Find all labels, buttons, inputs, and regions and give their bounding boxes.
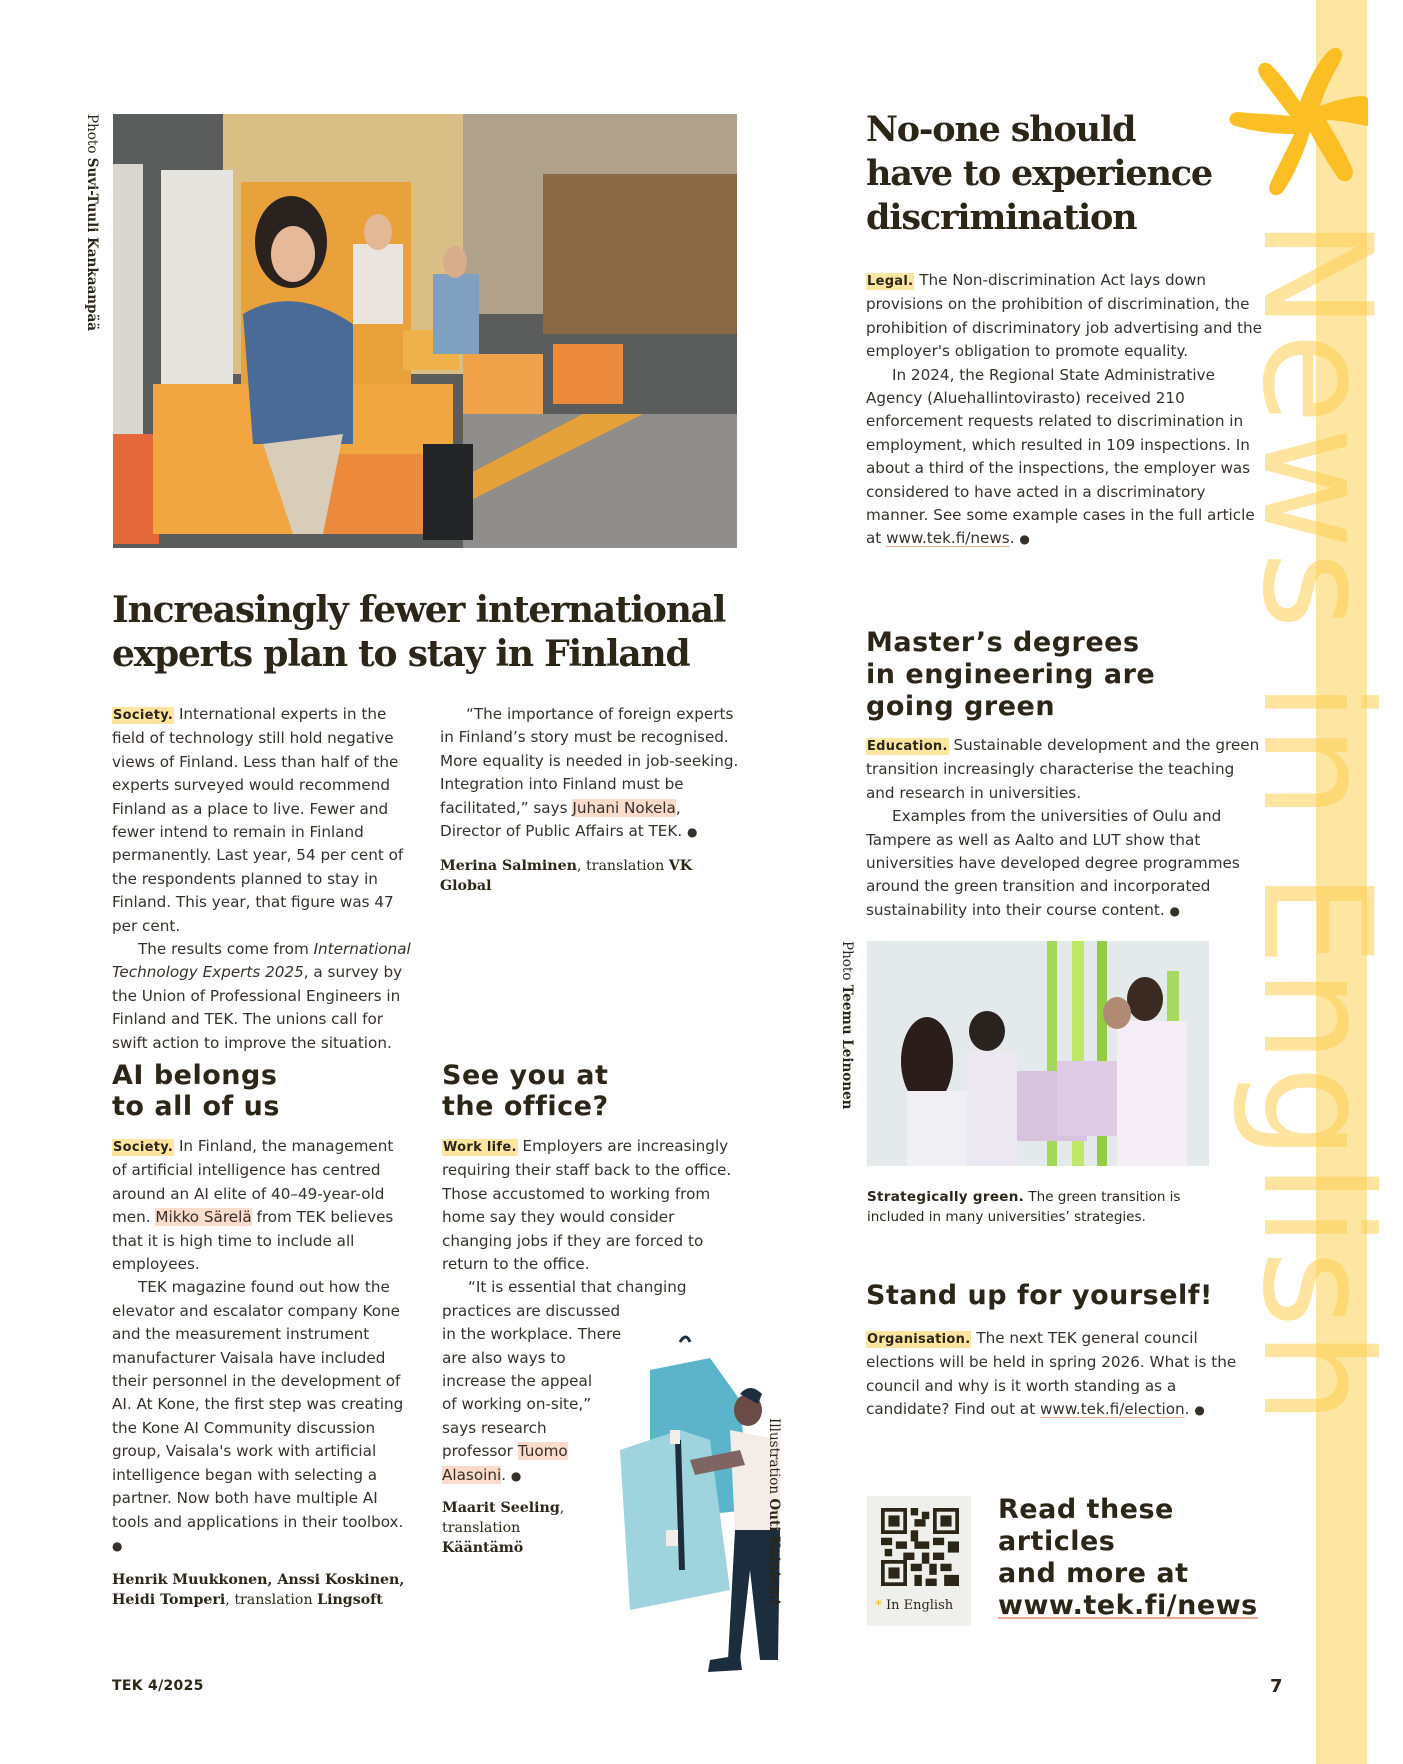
text: The next TEK general council elections will be held in spring 2026. What is the council and why is it worth standing as a candidate? Find out at: [866, 1329, 1237, 1419]
text: practices are discussed: [442, 1301, 621, 1320]
text: are also ways to: [442, 1348, 566, 1367]
author: Maarit Seeling: [442, 1500, 560, 1517]
text: , translation: [225, 1592, 318, 1609]
section-tag: Work life.: [443, 1140, 517, 1155]
headline-line: Master’s degrees: [866, 627, 1140, 658]
headline-standup: Stand up for yourself!: [866, 1280, 1213, 1311]
end-mark: ●: [112, 1538, 123, 1553]
text: increase the appeal: [442, 1372, 593, 1391]
text: translation: [442, 1520, 521, 1537]
star-icon: *: [875, 1598, 882, 1613]
paragraph: [866, 364, 1266, 552]
standup-body: [866, 1327, 1256, 1423]
paragraph: International experts in the field of technology still hold negative views of Finland. Less than half of the experts surveyed would recommend Finland as a place to live. Fewer and fewer intend to remain in Finland permanently. Last year, 54 per cent of the respondents planned to stay in Finland. This year, that figure was 47 per cent.: [112, 705, 404, 935]
text: TEK magazine found out how the elevator and escalator company Kone and the measurement instrument manufacturer Vaisala have included their personnel in the development of AI. At Kone, the first step was creating the Kone AI Community discussion group, Vaisala's work with artificial intelligence began with selecting a partner. Now both have multiple AI tools and applications in their toolbox.: [112, 1278, 404, 1531]
survey-title: International Technology Experts 2025: [112, 940, 411, 982]
text: in the workplace. There: [442, 1325, 622, 1344]
end-mark: ●: [510, 1468, 522, 1483]
text: .: [1184, 1400, 1190, 1419]
section-tag: Society.: [113, 708, 174, 723]
illustration-credit: [766, 1418, 782, 1605]
text: Employers are increasingly requiring their staff back to the office. Those accustomed to working from home say they would consider changing jobs if they are forced to return to the office.: [442, 1137, 732, 1274]
highlighted-name: Tuomo: [517, 1442, 568, 1461]
promo-news-link[interactable]: www.tek.fi/news: [998, 1590, 1258, 1621]
headline-office: [442, 1060, 609, 1122]
caption-text: The green transition is included in many universities’ strategies.: [867, 1189, 1181, 1225]
news-link[interactable]: www.tek.fi/news: [886, 529, 1010, 548]
promo-line: Read these: [998, 1494, 1174, 1525]
promo-text: [998, 1494, 1258, 1622]
photo-caption: [867, 1187, 1217, 1227]
text: of working on-site,”: [442, 1395, 592, 1414]
text: , translation: [576, 858, 669, 875]
credit-label: Photo: [839, 941, 855, 981]
authors: Henrik Muukkonen, Anssi Koskinen, Heidi Tomperi: [112, 1572, 405, 1609]
promo-line: articles: [998, 1526, 1116, 1557]
paragraph-narrow: practices are discussed in the workplace. There are also ways to increase the appeal of working on-site,” says research professor Tuomo Alasoini. ●: [442, 1301, 622, 1484]
asterisk-icon: [1228, 40, 1368, 210]
section-tag: Education.: [867, 739, 948, 754]
photo-lab: [867, 941, 1209, 1166]
headline-line: the office?: [442, 1091, 609, 1122]
photo-credit-lab: [839, 941, 855, 1110]
qr-card[interactable]: [867, 1496, 971, 1626]
headline-line: in engineering are: [866, 659, 1156, 690]
text: from TEK believes that it is high time to include all employees.: [112, 1208, 394, 1274]
credit-label: Photo: [84, 114, 100, 154]
masters-body: [866, 734, 1266, 923]
headline-masters: [866, 627, 1155, 723]
text: In Finland, the management of artificial intelligence has centred around an AI elite of 40–49-year-old men.: [112, 1137, 394, 1227]
paragraph: [866, 805, 1266, 923]
byline: [440, 856, 740, 896]
section-title-vertical: News in English: [1229, 218, 1403, 1428]
paragraph: [440, 703, 740, 844]
qr-code-icon[interactable]: [881, 1508, 959, 1586]
issue-label: TEK 4/2025: [112, 1678, 204, 1694]
text: In 2024, the Regional State Administrative Agency (Aluehallintovirasto) received 210 enforcement requests related to discrimination in employment, which resulted in 109 inspections. In about a third of the inspections, the employer was considered to have acted in a discriminatory manner. See some example cases in the full article at: [866, 365, 1255, 548]
credit-name: Suvi-Tuuli Kankaanpää: [84, 157, 100, 331]
headline-line: to all of us: [112, 1091, 280, 1122]
end-mark: ●: [1019, 532, 1030, 547]
caption-lead: Strategically green.: [867, 1189, 1025, 1205]
international-col-1: [112, 703, 422, 1055]
discrimination-body: [866, 269, 1266, 552]
highlighted-name: Mikko Särelä: [155, 1208, 252, 1227]
photo-credit: [84, 114, 100, 331]
photo-lobby-illustration: [113, 114, 737, 548]
headline-line: See you at: [442, 1060, 609, 1091]
photo-lobby: [113, 114, 737, 548]
text: Examples from the universities of Oulu and Tampere as well as Aalto and LUT show that universities have developed degree programmes around the green transition and incorporated sustainability into their course content.: [866, 807, 1240, 919]
text: professor: [442, 1442, 518, 1461]
translator: VK Global: [440, 858, 693, 895]
qr-label: [875, 1598, 953, 1613]
byline: [112, 1570, 412, 1610]
text: The Non-discrimination Act lays down provisions on the prohibition of discrimination, the prohibition of discriminatory job advertising and the employer's obligation to promote equality.: [866, 271, 1263, 361]
paragraph: [442, 1276, 732, 1299]
election-link[interactable]: www.tek.fi/election: [1040, 1400, 1185, 1419]
text: .: [1009, 529, 1015, 548]
credit-label: Illustration: [766, 1418, 782, 1495]
highlighted-name: Juhani Nokela: [572, 798, 676, 817]
paragraph: [112, 1276, 412, 1558]
section-tag: Legal.: [867, 274, 914, 289]
text: The results come from: [138, 940, 314, 959]
credit-name: Outi Kainiemi: [766, 1498, 782, 1605]
photo-lab-illustration: [867, 941, 1209, 1166]
byline: Maarit Seeling, translation Kääntämö: [442, 1500, 565, 1557]
text: “It is essential that changing: [468, 1278, 687, 1297]
page-number: 7: [1270, 1676, 1283, 1697]
headline-international-experts: Increasingly fewer international experts plan to stay in Finland: [112, 589, 726, 675]
qr-label-text: In English: [885, 1598, 954, 1613]
text: , a survey by the Union of Professional Engineers in Finland and TEK. The unions call for swift action to improve the situation.: [112, 963, 403, 1052]
end-mark: ●: [1169, 903, 1180, 918]
text: says research: [442, 1418, 547, 1437]
headline-ai: [112, 1060, 280, 1122]
headline-line: AI belongs: [112, 1060, 278, 1091]
end-mark: ●: [1194, 1403, 1205, 1418]
text: Sustainable development and the green transition increasingly characterise the teaching and research in universities.: [866, 736, 1260, 802]
text: , Director of Public Affairs at TEK.: [440, 798, 683, 841]
highlighted-name: Alasoini: [442, 1465, 502, 1484]
paragraph: [112, 938, 422, 1055]
headline-discrimination: No-one should have to experience discrimination: [866, 109, 1212, 238]
ai-body: [112, 1135, 412, 1610]
international-col-2: [440, 703, 740, 896]
headline-line: going green: [866, 691, 1056, 722]
credit-name: Teemu Leinonen: [839, 984, 855, 1110]
section-tag: Society.: [113, 1140, 174, 1155]
translator: Kääntämö: [442, 1540, 524, 1557]
author: Merina Salminen: [440, 858, 577, 875]
section-tag: Organisation.: [867, 1332, 971, 1347]
end-mark: ●: [687, 825, 698, 840]
promo-line: and more at: [998, 1558, 1189, 1589]
text: “The importance of foreign experts in Finland’s story must be recognised. More equality is needed in job-seeking. Integration into Finland must be facilitated,” says: [440, 705, 739, 817]
translator: Lingsoft: [317, 1592, 383, 1609]
